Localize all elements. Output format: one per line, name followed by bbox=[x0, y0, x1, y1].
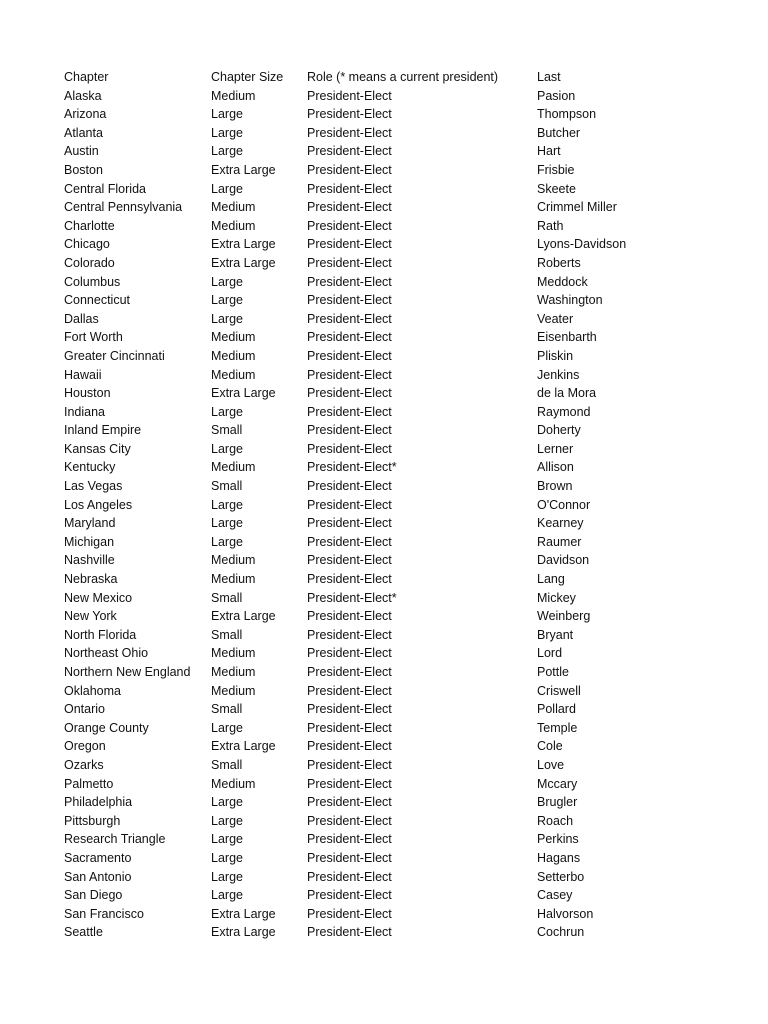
cell-role: President-Elect bbox=[307, 423, 392, 438]
cell-role: President-Elect bbox=[307, 720, 392, 735]
cell-chapter: Northeast Ohio bbox=[64, 646, 149, 661]
cell-chapter-size: Medium bbox=[211, 572, 256, 587]
cell-chapter: Kansas City bbox=[64, 441, 131, 456]
table-row bbox=[64, 180, 677, 199]
cell-role: President-Elect bbox=[307, 218, 392, 233]
table-row bbox=[64, 812, 677, 831]
cell-chapter: Chicago bbox=[64, 237, 110, 252]
table-row bbox=[64, 477, 677, 496]
chapter-roster-table bbox=[64, 68, 677, 942]
cell-role: President-Elect bbox=[307, 757, 392, 772]
cell-last: Mccary bbox=[537, 776, 578, 791]
cell-chapter: Philadelphia bbox=[64, 795, 133, 810]
cell-chapter-size: Medium bbox=[211, 683, 256, 698]
cell-chapter: Central Pennsylvania bbox=[64, 200, 183, 215]
table-row bbox=[64, 775, 677, 794]
cell-chapter-size: Medium bbox=[211, 553, 256, 568]
cell-chapter-size: Large bbox=[211, 888, 243, 903]
cell-last: Pollard bbox=[537, 702, 576, 717]
cell-last: Lerner bbox=[537, 441, 574, 456]
cell-role: President-Elect bbox=[307, 832, 392, 847]
cell-role: President-Elect* bbox=[307, 460, 397, 475]
cell-chapter: San Diego bbox=[64, 888, 123, 903]
cell-last: Skeete bbox=[537, 181, 576, 196]
cell-chapter: Pittsburgh bbox=[64, 813, 121, 828]
table-row bbox=[64, 533, 677, 552]
cell-chapter-size: Extra Large bbox=[211, 609, 276, 624]
cell-last: Roberts bbox=[537, 255, 581, 270]
cell-role: President-Elect bbox=[307, 795, 392, 810]
cell-chapter: New York bbox=[64, 609, 117, 624]
cell-last: Bryant bbox=[537, 627, 574, 642]
cell-chapter-size: Large bbox=[211, 850, 243, 865]
cell-chapter-size: Large bbox=[211, 107, 243, 122]
table-row bbox=[64, 384, 677, 403]
cell-last: Eisenbarth bbox=[537, 330, 597, 345]
cell-chapter-size: Medium bbox=[211, 218, 256, 233]
cell-chapter-size: Small bbox=[211, 627, 243, 642]
cell-role: President-Elect bbox=[307, 665, 392, 679]
cell-role: President-Elect bbox=[307, 107, 392, 122]
cell-chapter: Boston bbox=[64, 162, 103, 177]
cell-chapter: Maryland bbox=[64, 516, 116, 531]
table-body bbox=[64, 87, 677, 942]
cell-last: Pliskin bbox=[537, 348, 574, 363]
cell-role: President-Elect bbox=[307, 144, 392, 159]
table-row bbox=[64, 273, 677, 292]
table-row bbox=[64, 421, 677, 440]
cell-last: Roach bbox=[537, 813, 574, 828]
cell-role: President-Elect bbox=[307, 479, 392, 494]
cell-last: Lord bbox=[537, 646, 563, 661]
cell-chapter: Indiana bbox=[64, 404, 106, 419]
table-row bbox=[64, 142, 677, 161]
table-row bbox=[64, 198, 677, 217]
cell-last: Davidson bbox=[537, 553, 590, 568]
cell-last: Halvorson bbox=[537, 906, 594, 921]
table-row bbox=[64, 105, 677, 124]
cell-chapter: Seattle bbox=[64, 925, 103, 940]
cell-chapter: Greater Cincinnati bbox=[64, 348, 165, 363]
cell-chapter: Los Angeles bbox=[64, 497, 133, 512]
cell-last: Casey bbox=[537, 888, 573, 903]
cell-last: Cole bbox=[537, 739, 563, 754]
cell-role: President-Elect bbox=[307, 348, 392, 363]
table-row bbox=[64, 217, 677, 236]
cell-chapter-size: Large bbox=[211, 144, 243, 159]
cell-last: de la Mora bbox=[537, 386, 597, 401]
cell-role: President-Elect bbox=[307, 162, 392, 177]
cell-role: President-Elect bbox=[307, 906, 392, 921]
table-row bbox=[64, 886, 677, 905]
cell-chapter-size: Medium bbox=[211, 776, 256, 791]
cell-chapter: Northern New England bbox=[64, 665, 191, 679]
cell-role: President-Elect bbox=[307, 497, 392, 512]
cell-chapter-size: Small bbox=[211, 702, 243, 717]
cell-chapter-size: Large bbox=[211, 125, 243, 140]
cell-role: President-Elect bbox=[307, 88, 392, 103]
table-row bbox=[64, 161, 677, 180]
cell-chapter: San Antonio bbox=[64, 869, 132, 884]
cell-chapter-size: Medium bbox=[211, 348, 256, 363]
cell-last: Hart bbox=[537, 144, 561, 159]
cell-chapter: Research Triangle bbox=[64, 832, 166, 847]
cell-role: President-Elect bbox=[307, 237, 392, 252]
table-row bbox=[64, 905, 677, 924]
cell-chapter: Oregon bbox=[64, 739, 106, 754]
header-role: Role (* means a current president) bbox=[307, 70, 499, 84]
cell-chapter-size: Extra Large bbox=[211, 739, 276, 754]
cell-last: Washington bbox=[537, 293, 603, 308]
cell-chapter: New Mexico bbox=[64, 590, 133, 605]
cell-last: Rath bbox=[537, 218, 564, 233]
cell-last: Perkins bbox=[537, 832, 579, 847]
table-row bbox=[64, 644, 677, 663]
cell-chapter: Michigan bbox=[64, 534, 115, 549]
header-last: Last bbox=[537, 70, 561, 84]
cell-role: President-Elect bbox=[307, 441, 392, 456]
cell-chapter-size: Large bbox=[211, 274, 243, 289]
cell-chapter-size: Large bbox=[211, 441, 243, 456]
cell-role: President-Elect bbox=[307, 925, 392, 940]
cell-chapter-size: Large bbox=[211, 534, 243, 549]
cell-chapter: Austin bbox=[64, 144, 99, 159]
cell-chapter: Dallas bbox=[64, 311, 99, 326]
cell-last: Temple bbox=[537, 720, 578, 735]
cell-chapter: Connecticut bbox=[64, 293, 131, 308]
cell-chapter: Ozarks bbox=[64, 757, 104, 772]
cell-role: President-Elect bbox=[307, 888, 392, 903]
cell-role: President-Elect bbox=[307, 776, 392, 791]
cell-chapter-size: Medium bbox=[211, 367, 256, 382]
table-row bbox=[64, 310, 677, 329]
table-row bbox=[64, 793, 677, 812]
cell-last: Crimmel Miller bbox=[537, 200, 617, 215]
table-row bbox=[64, 514, 677, 533]
table-row bbox=[64, 440, 677, 459]
table-row bbox=[64, 923, 677, 942]
cell-role: President-Elect* bbox=[307, 590, 397, 605]
cell-role: President-Elect bbox=[307, 200, 392, 215]
table-row bbox=[64, 254, 677, 273]
cell-role: President-Elect bbox=[307, 646, 392, 661]
cell-role: President-Elect bbox=[307, 850, 392, 865]
cell-chapter-size: Extra Large bbox=[211, 237, 276, 252]
cell-chapter-size: Large bbox=[211, 181, 243, 196]
table-row bbox=[64, 570, 677, 589]
table-row bbox=[64, 328, 677, 347]
table-row bbox=[64, 737, 677, 756]
cell-role: President-Elect bbox=[307, 255, 392, 270]
cell-chapter: Hawaii bbox=[64, 367, 102, 382]
cell-last: Raymond bbox=[537, 404, 591, 419]
table-row bbox=[64, 607, 677, 626]
cell-chapter: Kentucky bbox=[64, 460, 116, 475]
cell-role: President-Elect bbox=[307, 553, 392, 568]
cell-last: Weinberg bbox=[537, 609, 591, 624]
cell-chapter-size: Medium bbox=[211, 88, 256, 103]
cell-chapter: Inland Empire bbox=[64, 423, 142, 438]
cell-role: President-Elect bbox=[307, 813, 392, 828]
cell-last: Allison bbox=[537, 460, 574, 475]
cell-chapter: Nashville bbox=[64, 553, 115, 568]
table-row bbox=[64, 87, 677, 106]
cell-chapter-size: Extra Large bbox=[211, 386, 276, 401]
cell-chapter-size: Small bbox=[211, 757, 243, 772]
header-row bbox=[64, 68, 677, 87]
cell-chapter: Nebraska bbox=[64, 572, 118, 587]
table-row bbox=[64, 291, 677, 310]
cell-chapter: Palmetto bbox=[64, 776, 114, 791]
cell-role: President-Elect bbox=[307, 683, 392, 698]
header-chapter: Chapter bbox=[64, 70, 109, 84]
cell-chapter: Fort Worth bbox=[64, 330, 123, 345]
table-row bbox=[64, 756, 677, 775]
cell-role: President-Elect bbox=[307, 572, 392, 587]
cell-last: Meddock bbox=[537, 274, 588, 289]
cell-role: President-Elect bbox=[307, 627, 392, 642]
cell-last: Setterbo bbox=[537, 869, 585, 884]
cell-chapter: Oklahoma bbox=[64, 683, 121, 698]
cell-last: Brugler bbox=[537, 795, 578, 810]
cell-role: President-Elect bbox=[307, 125, 392, 140]
cell-last: Criswell bbox=[537, 683, 581, 698]
cell-chapter-size: Medium bbox=[211, 646, 256, 661]
table-row bbox=[64, 719, 677, 738]
table-header bbox=[64, 68, 677, 87]
table-row bbox=[64, 551, 677, 570]
cell-chapter-size: Medium bbox=[211, 460, 256, 475]
cell-last: Thompson bbox=[537, 107, 597, 122]
cell-chapter-size: Large bbox=[211, 869, 243, 884]
cell-chapter-size: Extra Large bbox=[211, 906, 276, 921]
cell-last: Love bbox=[537, 757, 565, 772]
cell-chapter: North Florida bbox=[64, 627, 137, 642]
cell-chapter: Central Florida bbox=[64, 181, 146, 196]
table-row bbox=[64, 458, 677, 477]
table-row bbox=[64, 347, 677, 366]
table-row bbox=[64, 830, 677, 849]
cell-last: Pottle bbox=[537, 665, 569, 679]
cell-role: President-Elect bbox=[307, 293, 392, 308]
cell-chapter: Columbus bbox=[64, 274, 121, 289]
cell-role: President-Elect bbox=[307, 367, 392, 382]
cell-role: President-Elect bbox=[307, 274, 392, 289]
cell-chapter-size: Small bbox=[211, 423, 243, 438]
cell-chapter: Alaska bbox=[64, 88, 102, 103]
table-row bbox=[64, 682, 677, 701]
cell-chapter-size: Large bbox=[211, 497, 243, 512]
cell-last: Hagans bbox=[537, 850, 581, 865]
cell-chapter-size: Medium bbox=[211, 200, 256, 215]
cell-chapter-size: Large bbox=[211, 404, 243, 419]
cell-role: President-Elect bbox=[307, 181, 392, 196]
table-row bbox=[64, 235, 677, 254]
cell-last: Kearney bbox=[537, 516, 584, 531]
cell-last: Raumer bbox=[537, 534, 582, 549]
cell-chapter: Atlanta bbox=[64, 125, 103, 140]
cell-chapter-size: Extra Large bbox=[211, 162, 276, 177]
cell-chapter-size: Large bbox=[211, 832, 243, 847]
cell-last: Doherty bbox=[537, 423, 581, 438]
cell-role: President-Elect bbox=[307, 534, 392, 549]
table-row bbox=[64, 124, 677, 143]
cell-role: President-Elect bbox=[307, 869, 392, 884]
cell-role: President-Elect bbox=[307, 311, 392, 326]
cell-role: President-Elect bbox=[307, 386, 392, 401]
table-row bbox=[64, 366, 677, 385]
cell-chapter: Orange County bbox=[64, 720, 149, 735]
cell-last: Jenkins bbox=[537, 367, 580, 382]
cell-last: Butcher bbox=[537, 125, 581, 140]
cell-chapter-size: Large bbox=[211, 795, 243, 810]
cell-chapter-size: Large bbox=[211, 720, 243, 735]
cell-chapter-size: Extra Large bbox=[211, 255, 276, 270]
cell-chapter-size: Large bbox=[211, 311, 243, 326]
table-row bbox=[64, 496, 677, 515]
cell-chapter-size: Small bbox=[211, 590, 243, 605]
cell-chapter: Sacramento bbox=[64, 850, 132, 865]
table-row bbox=[64, 589, 677, 608]
table-row bbox=[64, 849, 677, 868]
cell-role: President-Elect bbox=[307, 702, 392, 717]
table-row bbox=[64, 868, 677, 887]
cell-chapter: Colorado bbox=[64, 255, 115, 270]
cell-role: President-Elect bbox=[307, 330, 392, 345]
cell-chapter-size: Large bbox=[211, 516, 243, 531]
cell-last: Pasion bbox=[537, 88, 576, 103]
cell-last: Brown bbox=[537, 479, 573, 494]
cell-last: Lyons-Davidson bbox=[537, 237, 627, 252]
cell-chapter-size: Medium bbox=[211, 330, 256, 345]
cell-chapter-size: Large bbox=[211, 813, 243, 828]
cell-last: Frisbie bbox=[537, 162, 575, 177]
cell-last: Mickey bbox=[537, 590, 576, 605]
cell-chapter-size: Extra Large bbox=[211, 925, 276, 940]
cell-chapter-size: Large bbox=[211, 293, 243, 308]
cell-chapter: Las Vegas bbox=[64, 479, 123, 494]
cell-chapter: Charlotte bbox=[64, 218, 115, 233]
cell-chapter: San Francisco bbox=[64, 906, 144, 921]
cell-role: President-Elect bbox=[307, 609, 392, 624]
cell-chapter: Ontario bbox=[64, 702, 105, 717]
cell-role: President-Elect bbox=[307, 516, 392, 531]
table-row bbox=[64, 626, 677, 645]
cell-chapter: Arizona bbox=[64, 107, 107, 122]
cell-chapter-size: Small bbox=[211, 479, 243, 494]
cell-chapter-size: Medium bbox=[211, 665, 256, 679]
table-row bbox=[64, 663, 677, 682]
cell-role: President-Elect bbox=[307, 739, 392, 754]
cell-last: Cochrun bbox=[537, 925, 585, 940]
table-row bbox=[64, 403, 677, 422]
cell-last: O'Connor bbox=[537, 497, 591, 512]
cell-role: President-Elect bbox=[307, 404, 392, 419]
cell-chapter: Houston bbox=[64, 386, 111, 401]
header-chapter-size: Chapter Size bbox=[211, 70, 284, 84]
cell-last: Lang bbox=[537, 572, 565, 587]
table-row bbox=[64, 700, 677, 719]
cell-last: Veater bbox=[537, 311, 574, 326]
